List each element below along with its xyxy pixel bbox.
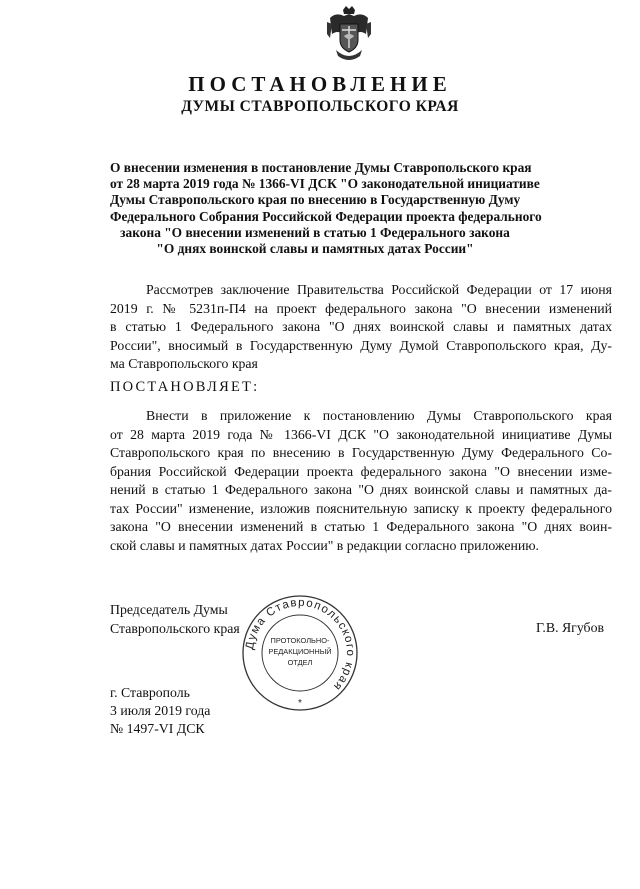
signatory-position-line: Ставропольского края bbox=[110, 620, 240, 636]
paragraph-line: Внести в приложение к постановлению Думы Ставропольского края bbox=[146, 408, 612, 423]
heading-line: О внесении изменения в постановление Думы Ставропольского края bbox=[110, 160, 532, 175]
resolves-label: ПОСТАНОВЛЯЕТ: bbox=[110, 379, 260, 395]
coat-of-arms-icon bbox=[326, 4, 372, 64]
paragraph-line: нений в статью 1 Федерального закона "О днях воинской славы и памятных да- bbox=[110, 482, 612, 497]
preamble-paragraph bbox=[110, 281, 612, 374]
stamp-star: * bbox=[298, 698, 302, 709]
paragraph-line: тах России" изменение, изложив пояснительную записку к проекту федерального bbox=[110, 500, 612, 516]
place-line: г. Ставрополь bbox=[110, 685, 190, 700]
paragraph-line: закона "О внесении изменений в статью 1 Федерального закона "О днях воин- bbox=[110, 519, 612, 534]
document-title: ПОСТАНОВЛЕНИЕ bbox=[188, 72, 452, 96]
heading-line: "О днях воинской славы и памятных датах России" bbox=[156, 241, 474, 257]
signatory-position-line: Председатель Думы bbox=[110, 602, 228, 617]
paragraph-line: от 28 марта 2019 года № 1366-VI ДСК "О законодательной инициативе Думы bbox=[110, 426, 612, 442]
heading-line: Думы Ставропольского края по внесению в Государственную Думу bbox=[110, 192, 521, 208]
resolution-paragraph bbox=[110, 407, 612, 555]
paragraph-line: России", вносимый в Государственную Думу Думой Ставропольского края, Ду- bbox=[110, 337, 612, 353]
paragraph-line: ской славы и памятных датах России" в редакции согласно приложению. bbox=[110, 537, 539, 553]
stamp-center-line: ОТДЕЛ bbox=[287, 658, 313, 667]
doc-number-line: № 1497-VI ДСК bbox=[110, 721, 205, 736]
paragraph-line: Рассмотрев заключение Правительства Российской Федерации от 17 июня bbox=[146, 282, 612, 297]
stamp-center-line: ПРОТОКОЛЬНО- bbox=[270, 636, 330, 645]
document-subtitle: ДУМЫ СТАВРОПОЛЬСКОГО КРАЯ bbox=[181, 98, 459, 115]
paragraph-line: в статью 1 Федерального закона "О днях воинской славы и памятных датах bbox=[110, 319, 612, 334]
signatory-position bbox=[110, 601, 240, 638]
date-line: 3 июля 2019 года bbox=[110, 703, 211, 718]
paragraph-line: Ставропольского края по внесению в Государственную Думу Федерального Со- bbox=[110, 445, 612, 460]
paragraph-line: брания Российской Федерации проекта федерального закона "О внесении изме- bbox=[110, 463, 612, 479]
paragraph-line: ма Ставропольского края bbox=[110, 356, 258, 371]
stamp-center-line: РЕДАКЦИОННЫЙ bbox=[268, 647, 332, 656]
official-stamp bbox=[240, 593, 360, 713]
signatory-name: Г.В. Ягубов bbox=[536, 620, 604, 635]
paragraph-line: 2019 г. № 5231п-П4 на проект федерального закона "О внесении изменений bbox=[110, 300, 612, 316]
stamp-ring-text: Дума Ставропольского края bbox=[243, 596, 357, 694]
heading-line: от 28 марта 2019 года № 1366-VI ДСК "О законодательной инициативе bbox=[110, 176, 540, 192]
heading-line: закона "О внесении изменений в статью 1 Федерального закона bbox=[120, 224, 510, 240]
heading-line: Федерального Собрания Российской Федерации проекта федерального bbox=[110, 208, 542, 224]
place-date-number bbox=[110, 684, 210, 738]
document-heading bbox=[110, 160, 542, 257]
